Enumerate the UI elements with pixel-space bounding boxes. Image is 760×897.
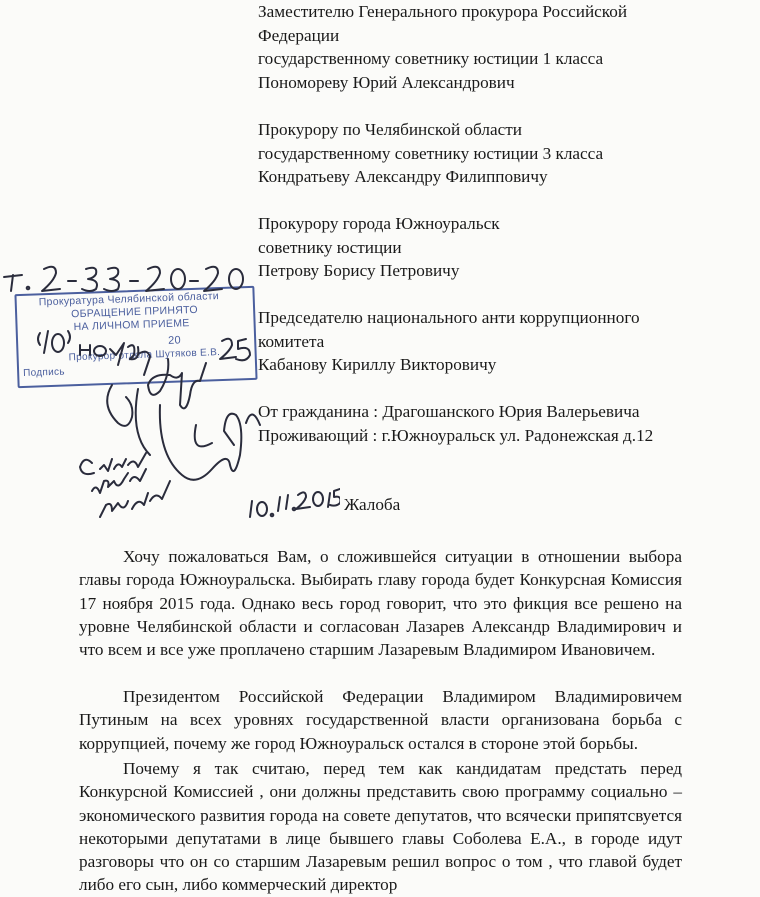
- complaint-paragraph-1: [79, 545, 682, 661]
- sender-line: От гражданина : Драгошанского Юрия Валерьевича: [258, 402, 640, 421]
- sender-block: [258, 400, 653, 447]
- recipient-line: Кондратьеву Александру Филипповичу: [258, 167, 548, 186]
- recipient-block-1: [258, 0, 627, 94]
- stamp-line: НА ЛИЧНОМ ПРИЕМЕ: [73, 317, 190, 334]
- paragraph-text: Хочу пожаловаться Вам, о сложившейся ситуации в отношении выбора главы города Южноуральска. Выбирать главу города будет Конкурсная Комиссия 17 ноября 2015 года. Однако весь город говорит, что это фикция все решено на уровне Челябинской области и согласован Лазарев Александр Владимирович и что всем и все уже проплачено старшим Лазаревым Владимиром Ивановичем.: [79, 547, 682, 660]
- recipient-line: Федерации: [258, 25, 340, 45]
- stamp-line: Прокуратура Челябинской области: [38, 290, 220, 309]
- paragraph-text: Почему я так считаю, перед тем как кандидатам предстать перед Конкурсной Комиссией , они должны представить свою программу социально – экономического развития города на совете депутатов, что всячески припятсвуется некоторыми депутатами в лице бывшего главы Соболева Е.А., в городе идут разговоры что он со старшим Лазаревым решил вопрос о том , что главой будет либо его сын, либо коммерческий директор: [79, 759, 682, 895]
- complaint-paragraph-2: [79, 685, 682, 755]
- stamp-line: Подпись: [23, 366, 66, 379]
- recipient-line: Пономореву Юрий Александрович: [258, 72, 515, 92]
- recipient-line: Заместителю Генерального прокурора Российской: [258, 2, 628, 21]
- recipient-line: Прокурору города Южноуральск: [258, 214, 500, 233]
- reception-stamp: [14, 286, 257, 388]
- recipient-line: государственному советнику юстиции 3 класса: [258, 143, 604, 163]
- recipient-line: государственному советнику юстиции 1 класса: [258, 49, 604, 68]
- recipient-line: комитета: [258, 331, 325, 351]
- complaint-paragraph-3: [79, 757, 682, 897]
- stamp-line: 20: [167, 334, 182, 347]
- recipient-line: Прокурору по Челябинской области: [258, 120, 522, 139]
- recipient-line: Кабанову Кириллу Викторовичу: [258, 355, 497, 374]
- document-title: Жалоба: [344, 495, 401, 514]
- paragraph-text: Президентом Российской Федерации Владимиром Владимировичем Путиным на всех уровнях государственной власти организована борьба с коррупцией, почему же город Южноуральск остался в стороне этой борьбы.: [79, 687, 682, 753]
- stamp-line: ОБРАЩЕНИЕ ПРИНЯТО: [70, 303, 199, 321]
- stamp-line: Прокурор отдела Шутяков Е.В.: [68, 347, 221, 364]
- recipient-line: Председателю национального анти коррупционного: [258, 308, 640, 327]
- recipient-block-2: [258, 118, 603, 189]
- recipient-line: Петрову Борису Петровичу: [258, 261, 460, 280]
- recipient-line: советнику юстиции: [258, 237, 402, 257]
- recipient-block-4: [258, 306, 640, 377]
- signature-applicant: [107, 385, 260, 480]
- recipient-block-3: [258, 212, 500, 283]
- sender-line: Проживающий : г.Южноуральск ул. Радонежская д.12: [258, 425, 654, 445]
